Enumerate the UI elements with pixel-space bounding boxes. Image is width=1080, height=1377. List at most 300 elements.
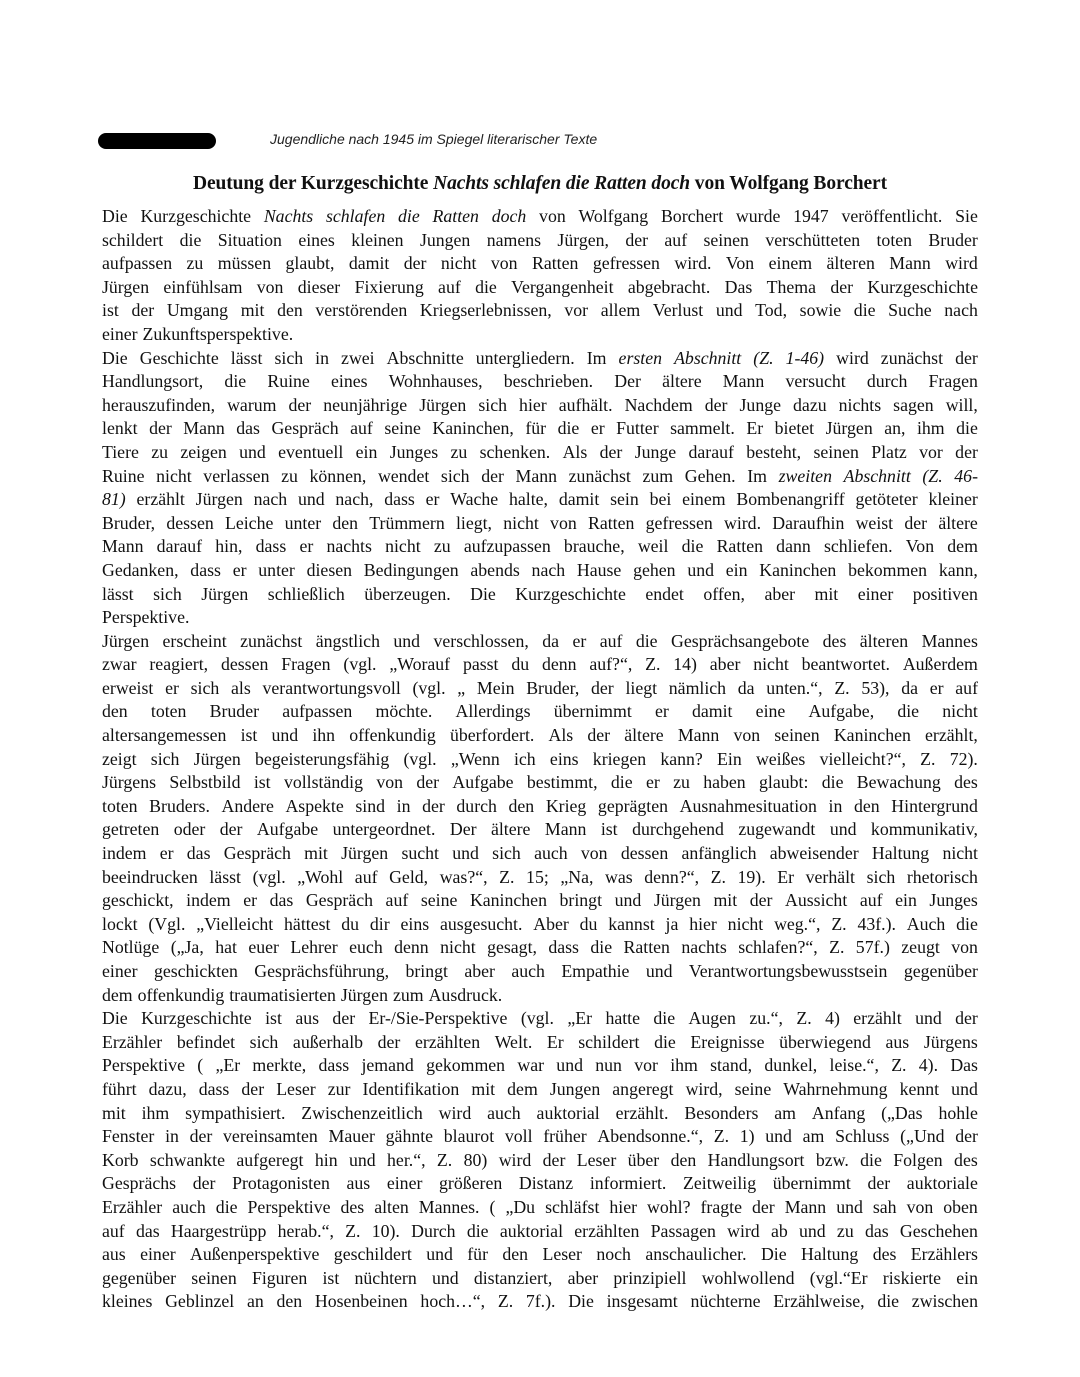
word: Erzählers (910, 1244, 978, 1265)
word: Z. (345, 1220, 361, 1241)
word: bzw. (815, 1149, 849, 1170)
word: zunächst (880, 347, 944, 368)
word: überwiegend (779, 1031, 871, 1052)
word: Jürgen (193, 748, 241, 769)
word: distanziert, (473, 1267, 553, 1288)
word: Haargestrüpp (170, 1220, 267, 1241)
title-text: Deutung der Kurzgeschichte (192, 173, 434, 194)
text-line (102, 630, 978, 654)
word: zu (281, 465, 298, 486)
word: am (774, 1102, 797, 1123)
word: Als (562, 441, 588, 462)
text-line (102, 229, 978, 253)
word: einer (102, 323, 138, 344)
text-line (102, 394, 978, 418)
word: leise.“, (829, 1055, 879, 1076)
italic-word: 81) (102, 489, 126, 510)
word: Handlungsort, (102, 371, 204, 392)
word: nach (944, 300, 978, 321)
word: zum (642, 465, 674, 486)
text-line (102, 795, 978, 819)
word: Allerdings (455, 701, 531, 722)
word: offenkundig (349, 725, 436, 746)
word: sich (478, 394, 508, 415)
word: Kaninchen (469, 890, 547, 911)
word: dass (548, 937, 579, 958)
word: mit (471, 1078, 496, 1099)
word: und (715, 300, 743, 321)
word: („Das (881, 1102, 923, 1123)
word: Ruine (267, 371, 310, 392)
word: Jürgens (102, 772, 157, 793)
word: Kriegserlebnissen, (419, 300, 552, 321)
word: Jürgen (340, 984, 388, 1005)
word: Kaninchen (833, 725, 911, 746)
word: vollständig (283, 772, 363, 793)
word: die (897, 701, 920, 722)
text-line (102, 583, 978, 607)
word: Geschehen (899, 1220, 978, 1241)
word: Zwischenzeitlich (301, 1102, 423, 1123)
word: und (393, 630, 421, 651)
word: (vgl. (252, 866, 286, 887)
text-line (102, 818, 978, 842)
word: alten (374, 1196, 409, 1217)
word: bei (649, 489, 672, 510)
word: ein (895, 890, 917, 911)
word: er (299, 536, 314, 557)
word: und (348, 1149, 376, 1170)
word: sich (153, 583, 182, 604)
word: Abendsonne.“, (597, 1126, 704, 1147)
word: auf (599, 630, 623, 651)
word: blaurot (443, 1126, 495, 1147)
word: älteren (826, 253, 875, 274)
word: auf (350, 418, 373, 439)
word: Erzähler (102, 1196, 163, 1217)
italic-word: die (398, 206, 420, 226)
word: damit (691, 701, 733, 722)
word: müssen (217, 253, 272, 274)
word: Ausdruck. (428, 984, 503, 1005)
word: dass (318, 1055, 350, 1076)
word: erzählt. (615, 1102, 669, 1123)
word: der (149, 418, 172, 439)
word: ich (513, 748, 536, 769)
word: kannst (608, 913, 655, 934)
text-line (102, 1149, 978, 1173)
word: Ein (717, 748, 742, 769)
word: beeindrucken (102, 866, 198, 887)
word: dir (369, 913, 390, 934)
word: hier (689, 913, 717, 934)
word: glaubt, (285, 253, 335, 274)
text-line (102, 1054, 978, 1078)
word: eines (330, 371, 368, 392)
word: halte, (509, 489, 549, 510)
text-line (102, 724, 978, 748)
word: sich (440, 465, 470, 486)
word: geschildert (333, 1244, 412, 1265)
text-line (102, 1220, 978, 1244)
word: ihm (670, 1055, 698, 1076)
word: insgesamt (606, 1291, 678, 1312)
word: hat (215, 937, 237, 958)
word: „Wenn (450, 748, 500, 769)
word: gegenüber (903, 961, 978, 981)
word: Im (747, 465, 767, 486)
word: Fragen (281, 654, 331, 675)
word: zunächst (240, 630, 303, 651)
word: darauf (156, 536, 203, 557)
word: mit (240, 300, 265, 321)
word: nicht (942, 843, 978, 864)
word: mit (304, 843, 328, 864)
word: an, (884, 418, 906, 439)
word: getreten (102, 819, 160, 840)
word: herab.“, (277, 1220, 334, 1241)
word: kennt (899, 1078, 940, 1099)
document-title (0, 173, 1080, 195)
word: ja (665, 913, 679, 934)
word: früher (543, 1126, 587, 1147)
word: er (590, 418, 605, 439)
word: der (955, 1126, 978, 1147)
word: Anfang (811, 1102, 866, 1123)
word: auch (172, 1196, 206, 1217)
word: passt (462, 654, 499, 675)
word: der (219, 819, 243, 840)
word: voll (504, 1126, 533, 1147)
word: reagiert, (149, 654, 209, 675)
word: Er (546, 1031, 564, 1052)
word: vielleicht?“, (819, 748, 906, 769)
word: besteht, (746, 441, 802, 462)
word: „Er (215, 1055, 241, 1076)
word: aufpassen (102, 253, 173, 274)
word: Jürgen (341, 843, 389, 864)
word: und (426, 1244, 453, 1265)
word: gegenüber (102, 1267, 177, 1288)
word: auktoriale (906, 1173, 978, 1194)
word: gähnte (385, 1126, 434, 1147)
word: von (550, 512, 577, 533)
text-line (102, 913, 978, 937)
word: Die (470, 583, 496, 604)
word: aus (885, 1031, 910, 1052)
word: Durch (411, 1220, 456, 1241)
word: bringt (559, 890, 603, 911)
word: Wache (450, 489, 499, 510)
word: sind (355, 795, 386, 816)
word: den (276, 1291, 303, 1312)
word: Jürgen (201, 583, 249, 604)
word: seine (384, 418, 421, 439)
word: sowie (799, 300, 842, 321)
word: damit (348, 253, 390, 274)
word: ältere (624, 725, 664, 746)
word: Z. (436, 1149, 453, 1170)
word: ist (253, 772, 271, 793)
word: als (231, 677, 251, 698)
word: brauche, (563, 536, 625, 557)
word: er (165, 677, 179, 698)
word: die (853, 300, 876, 321)
word: zunächst (568, 465, 631, 486)
word: Hintergrund (891, 795, 978, 816)
word: Verlust (652, 300, 704, 321)
word: beantwortet. (801, 654, 890, 675)
word: Er (746, 418, 764, 439)
word: Aufgabe (452, 772, 514, 793)
text-line (102, 488, 978, 512)
word: Aufgabe, (808, 701, 875, 722)
word: hatte (605, 1008, 640, 1029)
word: Gespräch (271, 418, 339, 439)
word: glaubt: (759, 772, 809, 793)
word: Erzählweise, (773, 1291, 865, 1312)
word: Verantwortungsbewusstsein (688, 961, 888, 981)
word: da (542, 630, 560, 651)
word: Z. (497, 1291, 514, 1312)
word: warum (227, 394, 277, 415)
word: Die (102, 347, 128, 368)
word: Kurzgeschichte (515, 583, 626, 604)
word: einer (140, 1244, 176, 1265)
text-line (102, 1196, 978, 1220)
word: befindet (176, 1031, 236, 1052)
word: ( (197, 1055, 204, 1076)
text-line (102, 984, 978, 1008)
word: erzählt (853, 1008, 902, 1029)
word: (vgl. (520, 1008, 554, 1029)
word: schenken. (479, 441, 551, 462)
word: positiven (912, 583, 978, 604)
word: aufzupassen (463, 536, 551, 557)
word: getöteter (855, 489, 918, 510)
word: zu (151, 441, 169, 462)
word: und (645, 961, 673, 981)
word: aufpassen (282, 701, 353, 722)
word: Außerdem (902, 654, 978, 675)
word: durchgehend (632, 819, 724, 840)
word: Von (905, 536, 935, 557)
word: Das (950, 1055, 978, 1076)
word: nicht (385, 536, 421, 557)
word: Kaninchen (759, 559, 837, 580)
word: sammelt. (670, 418, 735, 439)
word: verschlossen, (433, 630, 529, 651)
word: schlafen?“, (738, 937, 818, 958)
word: beschrieben. (503, 371, 594, 392)
italic-word: Ratten (432, 206, 479, 226)
word: wird (438, 1102, 472, 1123)
word: weg.“, (774, 913, 821, 934)
word: Andere (221, 795, 274, 816)
word: der (403, 253, 427, 274)
word: schliefen. (823, 536, 893, 557)
word: der (416, 772, 440, 793)
word: die (466, 1220, 489, 1241)
word: ältere (662, 371, 702, 392)
word: Bruder (209, 701, 260, 722)
word: ist (265, 1008, 282, 1029)
word: das (864, 1220, 889, 1241)
word: schließlich (267, 583, 345, 604)
word: Aber (533, 913, 569, 934)
word: der (189, 1126, 213, 1147)
word: kriegen (592, 748, 647, 769)
italic-word: Abschnitt (843, 465, 911, 486)
word: 43f.). (857, 913, 896, 934)
word: in (828, 795, 843, 816)
word: und (765, 1126, 792, 1147)
word: zum (392, 984, 424, 1005)
word: Hause (576, 559, 622, 580)
word: weist (855, 512, 894, 533)
word: Mannes. (418, 1196, 480, 1217)
word: nicht (440, 253, 477, 274)
word: Mann (889, 253, 931, 274)
word: was?“, (439, 866, 488, 887)
word: der (625, 229, 649, 250)
word: da (737, 677, 755, 698)
word: Besonders (684, 1102, 759, 1123)
word: erweist (102, 677, 154, 698)
word: Leser (276, 1078, 316, 1099)
word: darauf (688, 441, 734, 462)
word: zu (673, 772, 690, 793)
word: und (687, 559, 714, 580)
word: für (467, 1244, 488, 1265)
word: nicht (503, 512, 539, 533)
word: Ausnahmesituation (679, 795, 817, 816)
word: der (481, 465, 504, 486)
word: sich (492, 843, 521, 864)
word: hin (314, 1149, 338, 1170)
word: Er (777, 866, 795, 887)
italic-word: Nachts (263, 206, 314, 226)
word: aber (764, 583, 796, 604)
word: euch (349, 937, 383, 958)
word: Thema (766, 276, 816, 297)
word: wird (498, 1149, 532, 1170)
word: und (614, 890, 642, 911)
word: dunkel, (764, 1055, 818, 1076)
word: den (332, 512, 359, 533)
word: toten (876, 229, 913, 250)
word: war (517, 1055, 545, 1076)
word: Fragen (928, 371, 978, 392)
word: Trümmern (369, 512, 445, 533)
word: des (822, 630, 847, 651)
word: gekommen (426, 1055, 506, 1076)
word: Abschnitte (386, 347, 464, 368)
word: Mann (183, 418, 225, 439)
title-text: von Wolfgang Borchert (690, 173, 887, 194)
word: der (192, 1173, 216, 1194)
word: zur (327, 1078, 351, 1099)
word: einem (768, 253, 813, 274)
word: dem (947, 536, 978, 557)
word: den (277, 300, 303, 321)
word: auf (859, 890, 883, 911)
word: den (670, 1149, 697, 1170)
text-line (102, 559, 978, 583)
word: versucht (785, 371, 846, 392)
word: Krieg (545, 795, 587, 816)
word: seinen (813, 441, 859, 462)
word: Daraufhin (772, 512, 845, 533)
word: die (956, 913, 978, 934)
word: Der (449, 819, 477, 840)
word: Jürgen (419, 394, 467, 415)
word: ältere (490, 819, 531, 840)
word: Gedanken, (102, 559, 179, 580)
word: mit (814, 583, 839, 604)
word: kommunikativ, (870, 819, 978, 840)
italic-word: zweiten (778, 465, 832, 486)
word: einem (682, 489, 726, 510)
word: die (224, 371, 247, 392)
word: in (165, 1126, 179, 1147)
word: hin, (215, 536, 243, 557)
word: abends (470, 559, 520, 580)
word: Junge (634, 441, 677, 462)
word: her.“, (387, 1149, 426, 1170)
word: Z. (710, 866, 726, 887)
running-header: Jugendliche nach 1945 im Spiegel literarischer Texte (270, 131, 598, 147)
word: Mein (476, 677, 515, 698)
word: schwankte (149, 1149, 225, 1170)
word: wohl? (647, 1196, 691, 1217)
word: überzeugen. (364, 583, 451, 604)
text-line (102, 1290, 978, 1314)
text-line (102, 347, 978, 371)
word: und (452, 843, 479, 864)
text-line (102, 771, 978, 795)
word: das (135, 1220, 160, 1241)
word: Er-/Sie-Perspektive (368, 1008, 508, 1029)
word: er (654, 701, 669, 722)
word: seinen (191, 1267, 237, 1288)
word: ältere (938, 512, 978, 533)
word: und (271, 725, 299, 746)
word: außerhalb (292, 1031, 364, 1052)
word: indem (102, 843, 147, 864)
word: dass (190, 559, 221, 580)
word: Suche (888, 300, 932, 321)
word: erscheint (162, 630, 227, 651)
word: 80) (463, 1149, 488, 1170)
word: hier (609, 1196, 638, 1217)
word: lässt (230, 347, 263, 368)
word: Geschichte (139, 347, 219, 368)
word: den (854, 795, 880, 816)
word: Perspektive. (102, 607, 190, 628)
word: größeren (439, 1173, 503, 1194)
word: Vergangenheit (511, 276, 614, 297)
word: sich (274, 347, 304, 368)
word: in (315, 347, 329, 368)
word: 1) (739, 1126, 755, 1147)
word: dass (384, 489, 415, 510)
word: Situation (217, 229, 282, 250)
word: sein (610, 489, 639, 510)
word: Schluss (835, 1126, 890, 1147)
word: er (243, 890, 258, 911)
word: Z. (645, 654, 661, 675)
